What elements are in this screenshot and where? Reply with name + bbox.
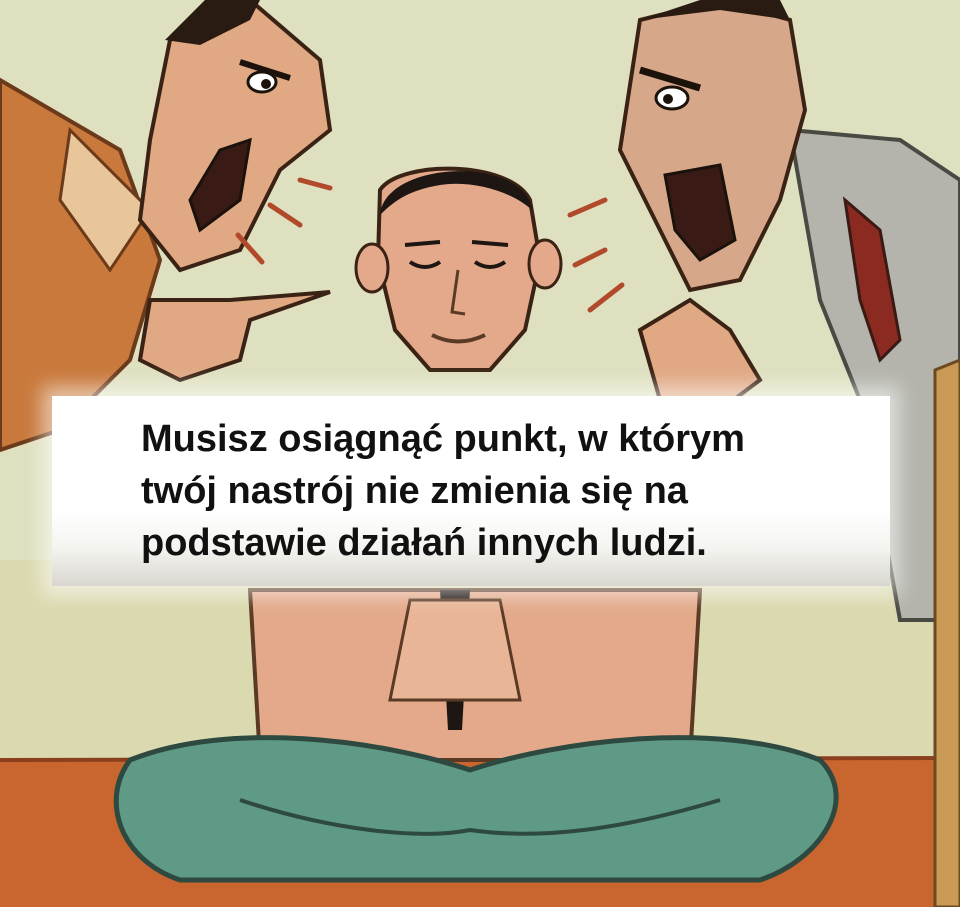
right-man-pupil	[663, 94, 673, 104]
calm-man-left-ear	[356, 244, 388, 292]
caption-text: Musisz osiągnąć punkt, w którym twój nastrój nie zmienia się na podstawie działań innych ludzi.	[141, 418, 745, 564]
right-man-stick	[935, 360, 960, 907]
caption-box	[52, 396, 890, 586]
calm-man-right-ear	[529, 240, 561, 288]
calm-man-hands	[390, 600, 520, 700]
left-man-pupil	[261, 79, 271, 89]
